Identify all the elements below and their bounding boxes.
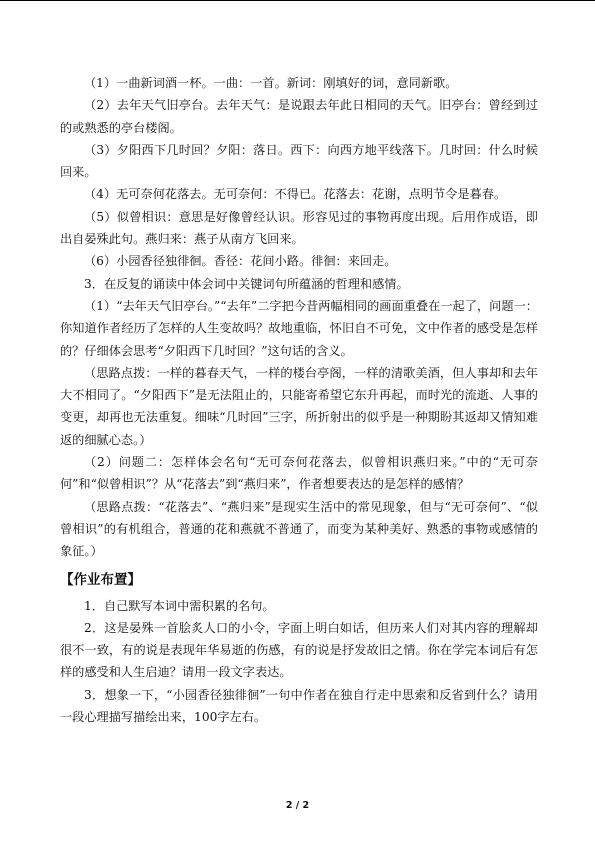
- question-2: （2）问题二：怎样体会名句“无可奈何花落去，似曾相识燕归来。”中的“无可奈何”和“似曾相识”？从“花落去”到“燕归来”，作者想要表达的是怎样的感情？: [60, 455, 538, 492]
- homework-item-3: 3．想象一下，“小园香径独徘徊”一句中作者在独自行走中思索和反省到什么？请用一段心理描写描绘出来，100字左右。: [60, 687, 538, 725]
- question-1: （1）“去年天气旧亭台。”“去年”二字把今昔两幅相同的画面重叠在一起了，问题一：你知道作者经历了怎样的人生变故吗？故地重临，怀旧自不可免，文中作者的感受是怎样的？仔细体会思考“夕阳西下几时回？”这句话的含义。: [60, 298, 538, 358]
- task-3-heading: 3．在反复的诵读中体会词中关键词句所蕴涵的哲理和感情。: [84, 276, 409, 291]
- section-title-homework: 【作业布置】: [60, 571, 141, 588]
- note-1: （1）一曲新词酒一杯。一曲：一首。新词：刚填好的词，意同新歌。: [84, 76, 458, 90]
- note-6: （6）小园香径独徘徊。香径：花间小路。徘徊：来回走。: [84, 254, 397, 269]
- note-2: （2）去年天气旧亭台。去年天气：是说跟去年此日相同的天气。旧亭台：曾经到过的或熟悉的亭台楼阁。: [60, 98, 538, 135]
- note-5: （5）似曾相识：意思是好像曾经认识。形容见过的事物再度出现。后用作成语，即出自晏殊此句。燕归来：燕子从南方飞回来。: [60, 209, 538, 247]
- note-4: （4）无可奈何花落去。无可奈何：不得已。花落去：花谢，点明节令是暮春。: [84, 187, 507, 202]
- page-number: 2 / 2: [285, 800, 310, 811]
- note-3: （3）夕阳西下几时回？夕阳：落日。西下：向西方地平线落下。几时回：什么时候回来。: [60, 142, 538, 180]
- top-border-line: [0, 0, 595, 1]
- page-content: [60, 72, 538, 728]
- homework-item-1: 1．自己默写本词中需积累的名句。: [84, 598, 275, 613]
- hint-2: （思路点拨：“花落去”、“燕归来”是现实生活中的常见现象，但与“无可奈何”、“似曾相识”的有机组合，普通的花和燕就不普通了，而变为某种美好、熟悉的事物或感情的象征。）: [60, 499, 538, 559]
- hint-1: （思路点拨：一样的暮春天气，一样的楼台亭阁，一样的清歌美酒，但人事却和去年大不相同了。“夕阳西下”是无法阻止的，只能寄希望它东升再起，而时光的流逝、人事的变更，却再也无法重复。细味“几时回”三字，所折射出的似乎是一种期盼其返却又情知难返的细腻心态。）: [60, 365, 538, 447]
- homework-item-2: 2．这是晏殊一首脍炙人口的小令，字面上明白如话，但历来人们对其内容的理解却很不一致，有的说是表现年华易逝的伤感，有的说是抒发故旧之情。你在学完本词后有怎样的感受和人生启迪？请用一段文字表达。: [60, 620, 538, 680]
